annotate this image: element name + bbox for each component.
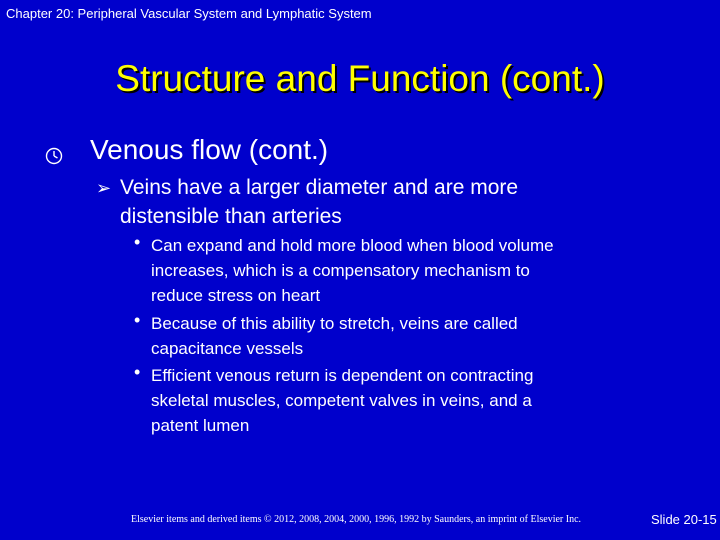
bullet-level3-line: reduce stress on heart xyxy=(151,286,321,305)
arrowhead-icon: ➢ xyxy=(96,178,112,198)
bullet-level2-line: distensible than arteries xyxy=(120,205,342,228)
dot-bullet-icon: • xyxy=(134,362,141,382)
bullet-level3-item xyxy=(151,233,554,308)
chapter-header: Chapter 20: Peripheral Vascular System and Lymphatic System xyxy=(6,6,372,21)
bullet-level3-line: Because of this ability to stretch, veins are called xyxy=(151,314,518,333)
clock-icon xyxy=(44,146,64,166)
dot-bullet-icon: • xyxy=(134,310,141,330)
bullet-level3-line: Can expand and hold more blood when blood volume xyxy=(151,236,554,255)
bullet-level3-line: increases, which is a compensatory mechanism to xyxy=(151,261,530,280)
bullet-level3-item xyxy=(151,311,518,361)
bullet-level1-text: Venous flow (cont.) xyxy=(90,134,329,165)
bullet-level3-line: skeletal muscles, competent valves in veins, and a xyxy=(151,391,532,410)
bullet-level3-line: Efficient venous return is dependent on contracting xyxy=(151,366,534,385)
bullet-level2-line: Veins have a larger diameter and are more xyxy=(120,176,519,199)
slide-title: Structure and Function (cont.) xyxy=(115,58,605,99)
bullet-level3-line: capacitance vessels xyxy=(151,339,304,358)
slide-number: Slide 20-15 xyxy=(651,512,717,527)
bullet-level3-item xyxy=(151,363,533,438)
bullet-level2-text xyxy=(120,173,518,231)
copyright-footer: Elsevier items and derived items © 2012, 2008, 2004, 2000, 1996, 1992 by Saunders, an imprint of Elsevier Inc. xyxy=(131,514,582,525)
bullet-level3-line: patent lumen xyxy=(151,416,250,435)
dot-bullet-icon: • xyxy=(134,232,141,252)
